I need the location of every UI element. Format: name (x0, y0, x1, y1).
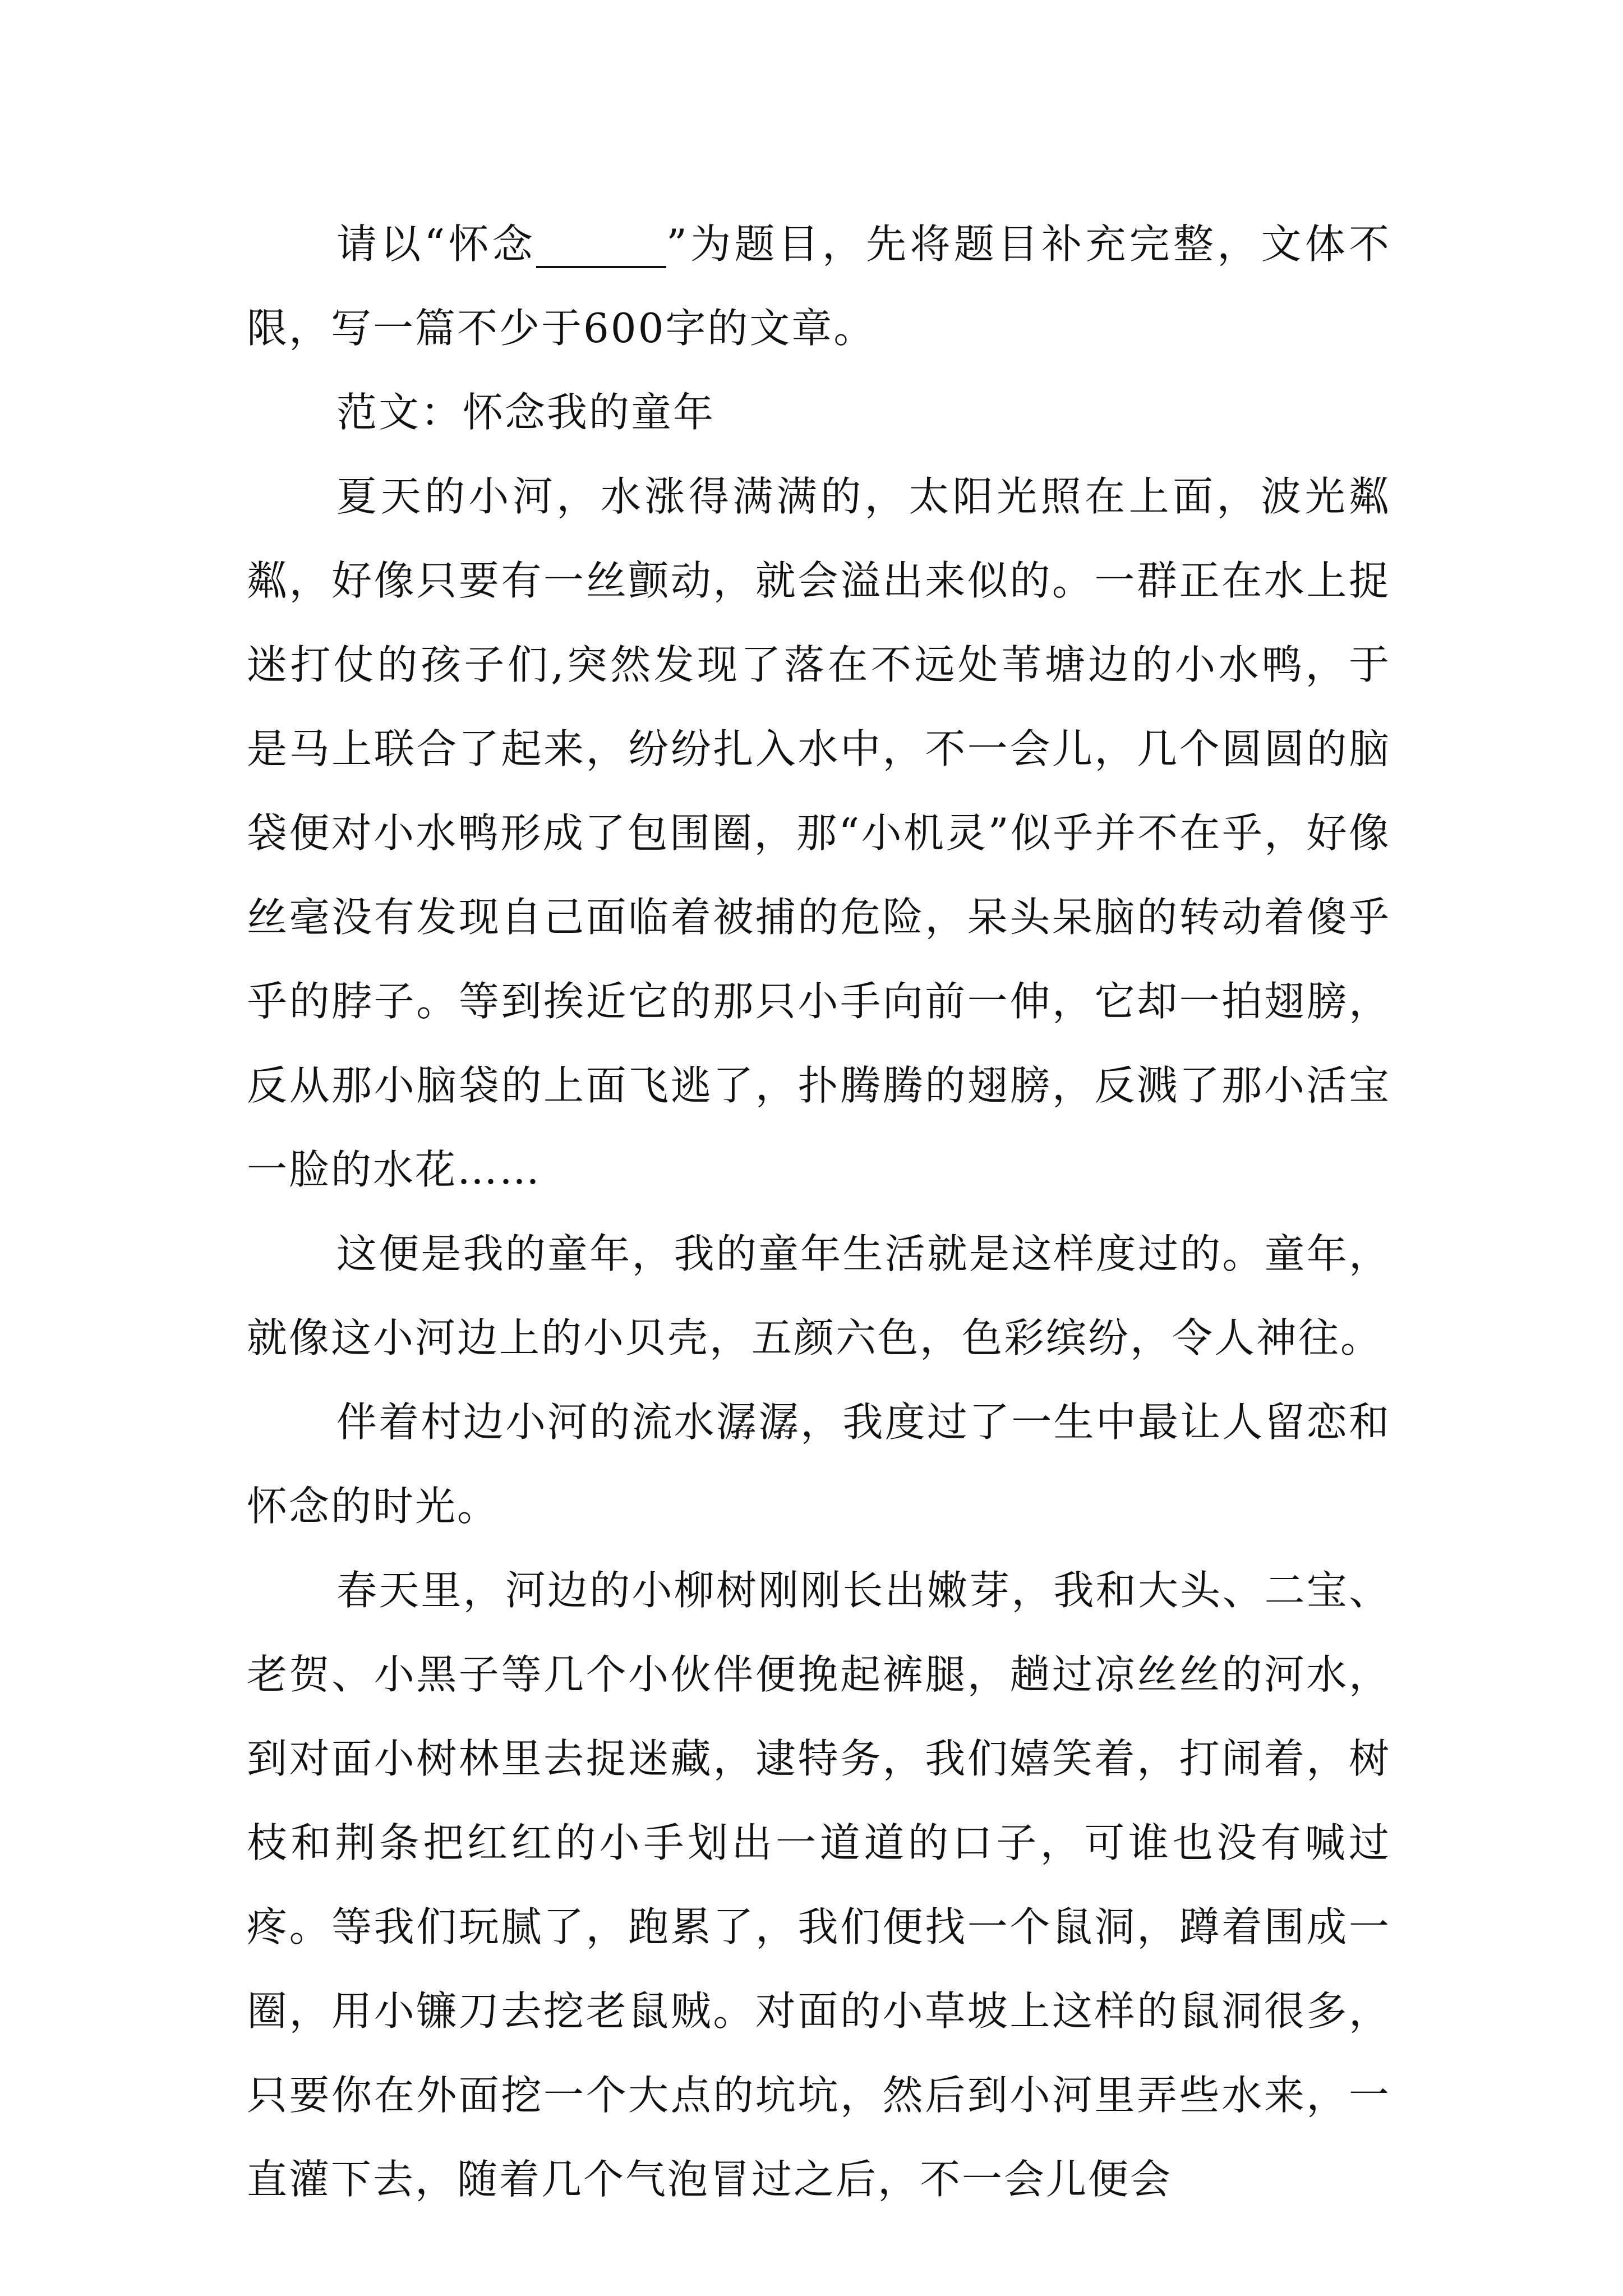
title-blank-line (536, 226, 666, 268)
document-body (247, 202, 1391, 2221)
essay-title: 范文：怀念我的童年 (336, 389, 716, 436)
prompt-text-before-blank: 请以“怀念 (336, 220, 537, 268)
essay-paragraph-3: 伴着村边小河的流水潺潺，我度过了一生中最让人留恋和怀念的时光。 (247, 1398, 1391, 1530)
essay-prompt (247, 202, 1391, 370)
essay-paragraph-2: 这便是我的童年，我的童年生活就是这样度过的。童年，就像这小河边上的小贝壳，五颜六色，色彩缤纷，令人神往。 (247, 1230, 1391, 1361)
essay-paragraph-4: 春天里，河边的小柳树刚刚长出嫩芽，我和大头、二宝、老贺、小黑子等几个小伙伴便挽起裤腿，趟过凉丝丝的河水，到对面小树林里去捉迷藏，逮特务，我们嬉笑着，打闹着，树枝和荆条把红红的小手划出一道道的口子，可谁也没有喊过疼。等我们玩腻了，跑累了，我们便找一个鼠洞，蹲着围成一圈，用小镰刀去挖老鼠贼。对面的小草坡上这样的鼠洞很多，只要你在外面挖一个大点的坑坑，然后到小河里弄些水来，一直灌下去，随着几个气泡冒过之后，不一会儿便会 (247, 1567, 1391, 2203)
prompt-text-after-blank: ”为题目，先将题目补充完整，文体不限，写一篇不少于600字的文章。 (247, 220, 1391, 352)
essay-paragraph-1: 夏天的小河，水涨得满满的，太阳光照在上面，波光粼粼，好像只要有一丝颤动，就会溢出来似的。一群正在水上捉迷打仗的孩子们,突然发现了落在不远处苇塘边的小水鸭，于是马上联合了起来，纷纷扎入水中，不一会儿，几个圆圆的脑袋便对小水鸭形成了包围圈，那“小机灵”似乎并不在乎，好像丝毫没有发现自己面临着被捕的危险，呆头呆脑的转动着傻乎乎的脖子。等到挨近它的那只小手向前一伸，它却一拍翅膀，反从那小脑袋的上面飞逃了，扑腾腾的翅膀，反溅了那小活宝一脸的水花…… (247, 473, 1391, 1193)
